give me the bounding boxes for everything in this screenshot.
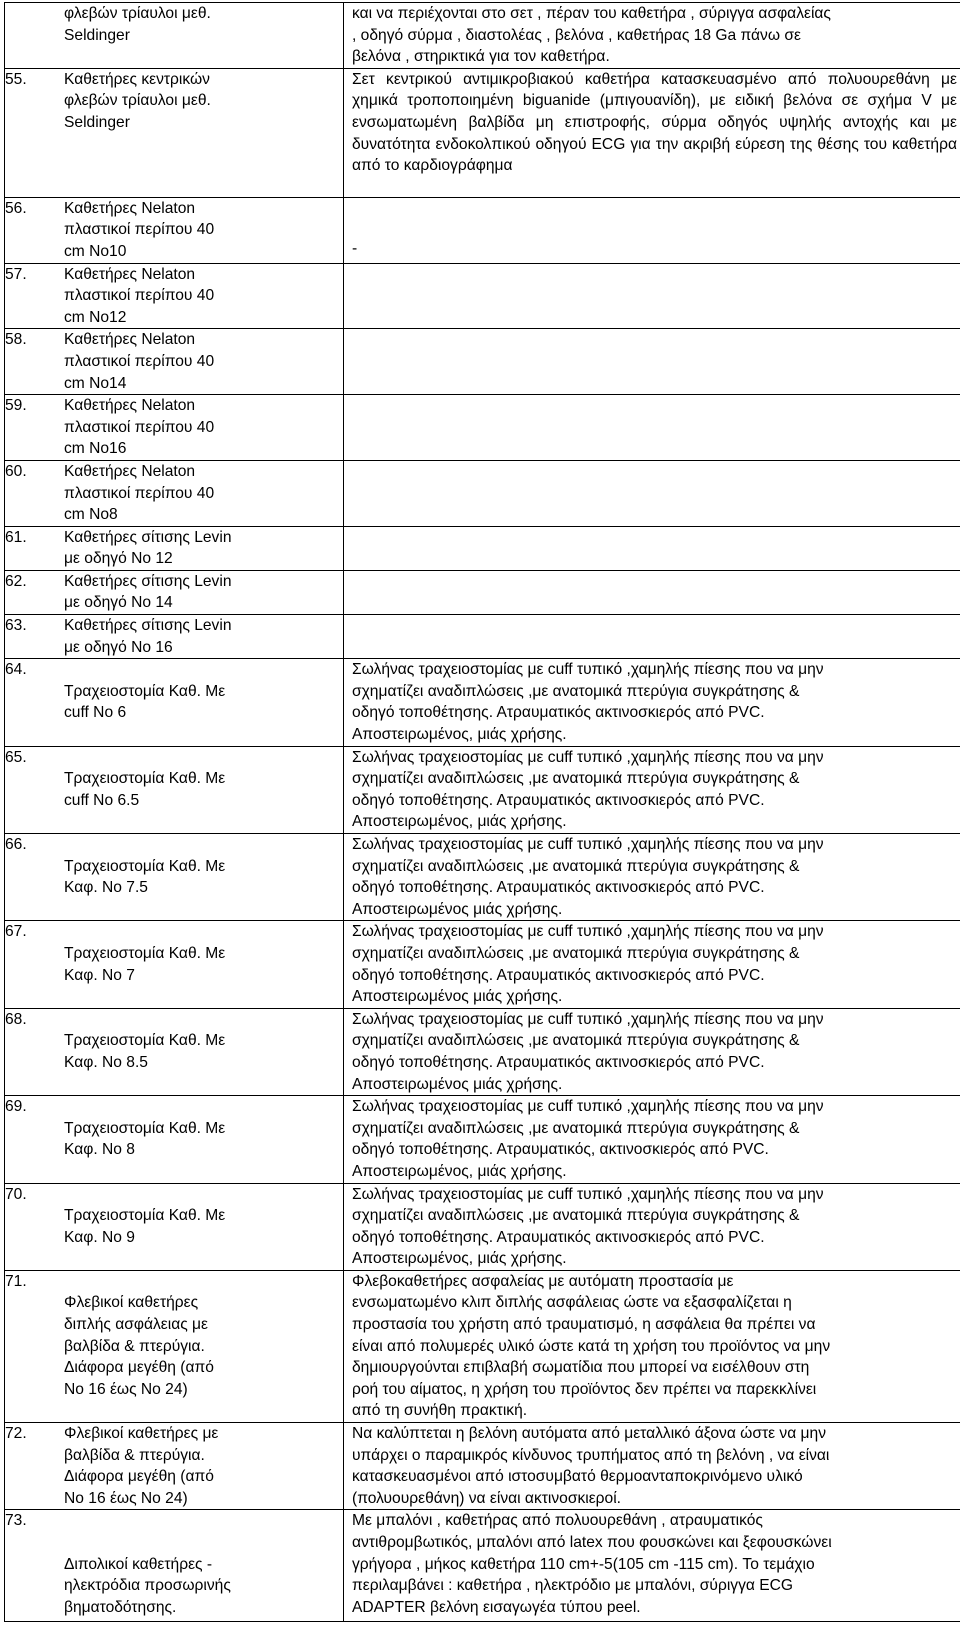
table-row — [5, 3, 960, 69]
item-description: Σετ κεντρικού αντιμικροβιακού καθετήρα κατασκευασμένο από πολυουρεθάνη με χημικά τροποποιημένη biguanide (μπιγουανίδη), με ειδική βελόνα σε σχήμα V με ενσωματωμένη βαλβίδα μη επιστροφής, σύρμα οδηγός υψηλής αντοχής και με δυνατότητα ενδοκολπικού οδηγού ECG για την ακριβή εύρεση της θέσης του καθετήρα από το καρδιογράφημα — [352, 70, 957, 175]
item-cell — [5, 3, 344, 69]
item-cell — [5, 1423, 344, 1510]
table-row — [5, 329, 960, 395]
description-cell — [344, 1183, 960, 1270]
description-cell — [344, 1008, 960, 1095]
table-row — [5, 395, 960, 461]
table-row — [5, 1423, 960, 1510]
item-cell — [5, 1270, 344, 1422]
item-name: Καθετήρες σίτισης Levin με οδηγό Νο 16 — [64, 617, 232, 656]
item-name: Τραχειοστομία Καθ. Με Καφ. Νο 9 — [64, 1207, 226, 1246]
table-row — [5, 921, 960, 1008]
item-name: φλεβών τρίαυλοι μεθ. Seldinger — [64, 5, 211, 44]
item-name: Καθετήρες κεντρικών φλεβών τρίαυλοι μεθ. Seldinger — [64, 70, 211, 131]
item-name: Καθετήρες Nelaton πλαστικοί περίπου 40 cm Νο14 — [64, 331, 215, 392]
item-cell — [5, 659, 344, 746]
item-cell — [5, 329, 344, 395]
item-number: 71. — [5, 1272, 27, 1290]
item-cell — [5, 395, 344, 461]
table-row — [5, 68, 960, 197]
description-cell — [344, 1270, 960, 1422]
description-cell — [344, 1510, 960, 1622]
item-description: Σωλήνας τραχειοστομίας με cuff τυπικό ,χαμηλής πίεσης που να μην σχηματίζει αναδιπλώσεις ,με ανατομικά πτερύγια συγκράτησης & οδηγό τοποθέτησης. Ατραυματικός, ακτινοσκιερός από PVC. Αποστειρωμένος, μιάς χρήσης. — [352, 1098, 824, 1180]
item-name: Καθετήρες Nelaton πλαστικοί περίπου 40 cm Νο10 — [64, 199, 215, 260]
item-name: Φλεβικοί καθετήρες διπλής ασφάλειας με βαλβίδα & πτερύγια. Διάφορα μεγέθη (από Νο 16 έως Νο 24) — [64, 1294, 214, 1398]
item-description: και να περιέχονται στο σετ , πέραν του καθετήρα , σύριγγα ασφαλείας , οδηγό σύρμα , διαστολέας , βελόνα , καθετήρας 18 Ga πάνω σε βελόνα , στηρικτικά για τον καθετήρα. — [352, 5, 831, 66]
description-cell — [344, 615, 960, 659]
description-cell — [344, 3, 960, 69]
item-name: Καθετήρες σίτισης Levin με οδηγό Νο 12 — [64, 528, 232, 568]
item-name: Τραχειοστομία Καθ. Με cuff Νο 6 — [64, 682, 226, 722]
description-cell — [344, 570, 960, 614]
item-cell — [5, 746, 344, 833]
table-row — [5, 1183, 960, 1270]
table-row — [5, 570, 960, 614]
item-name: Τραχειοστομία Καθ. Με Καφ. Νο 7 — [64, 944, 226, 984]
item-number: 60. — [5, 462, 27, 480]
item-description: Με μπαλόνι , καθετήρας από πολυουρεθάνη , ατραυματικός αντιθρομβωτικός, μπαλόνι από latex που φουσκώνει και ξεφουσκώνει γρήγορα , μήκος καθετήρα 110 cm+-5(105 cm -115 cm). Το τεμάχιο περιλαμβάνει : καθετήρα , ηλεκτρόδιο με μπαλόνι, σύριγγα ECG ADAPTER βελόνη εισαγωγέα τύπου peel. — [352, 1512, 832, 1616]
item-name: Καθετήρες Nelaton πλαστικοί περίπου 40 cm Νο8 — [64, 462, 215, 524]
description-cell — [344, 263, 960, 329]
item-description: Σωλήνας τραχειοστομίας με cuff τυπικό ,χαμηλής πίεσης που να μην σχηματίζει αναδιπλώσεις ,με ανατομικά πτερύγια συγκράτησης & οδηγό τοποθέτησης. Ατραυματικός ακτινοσκιερός από PVC. Αποστειρωμένος μιάς χρήσης. — [352, 1010, 824, 1093]
item-cell — [5, 1510, 344, 1622]
item-cell — [5, 1096, 344, 1183]
item-name: Διπολικοί καθετήρες - ηλεκτρόδια προσωρινής βηματοδότησης. — [64, 1555, 231, 1616]
item-name: Φλεβικοί καθετήρες με βαλβίδα & πτερύγια. Διάφορα μεγέθη (από Νο 16 έως Νο 24) — [64, 1425, 219, 1507]
description-cell — [344, 659, 960, 746]
item-number: 64. — [5, 661, 27, 679]
item-number: 66. — [5, 836, 27, 853]
table-row — [5, 1270, 960, 1422]
item-number: 57. — [5, 265, 27, 283]
description-cell — [344, 746, 960, 833]
item-number: 67. — [5, 923, 27, 941]
item-description: Σωλήνας τραχειοστομίας με cuff τυπικό ,χαμηλής πίεσης που να μην σχηματίζει αναδιπλώσεις ,με ανατομικά πτερύγια συγκράτησης & οδηγό τοποθέτησης. Ατραυματικός ακτινοσκιερός από PVC. Αποστειρωμένος μιάς χρήσης. — [352, 836, 824, 918]
item-cell — [5, 1008, 344, 1095]
item-cell — [5, 1183, 344, 1270]
item-name: Τραχειοστομία Καθ. Με Καφ. Νο 7.5 — [64, 857, 226, 897]
item-description: Να καλύπτεται η βελόνη αυτόματα από μεταλλικό άξονα ώστε να μην υπάρχει ο παραμικρός κίνδυνος τρυπήματος από τη βελόνη , να είναι κατασκευασμένοι από ιστοσυμβατό θερμοανταποκρινόμενο υλικό (πολυουρεθάνη) να είναι ακτινοσκιεροί. — [352, 1425, 830, 1507]
table-body — [5, 3, 960, 1622]
description-cell — [344, 395, 960, 461]
table-row — [5, 1008, 960, 1095]
item-cell — [5, 615, 344, 659]
item-number: 62. — [5, 572, 27, 590]
item-cell — [5, 921, 344, 1008]
item-number — [5, 3, 49, 46]
item-number: 59. — [5, 397, 27, 415]
item-name: Καθετήρες Nelaton πλαστικοί περίπου 40 cm Νο12 — [64, 265, 215, 326]
item-number: 68. — [5, 1010, 27, 1028]
item-number: 63. — [5, 617, 27, 635]
item-number: 58. — [5, 331, 27, 349]
table-row — [5, 1510, 960, 1622]
table-row — [5, 834, 960, 921]
table-row — [5, 746, 960, 833]
description-cell — [344, 197, 960, 263]
item-number: 69. — [5, 1098, 27, 1116]
table-row — [5, 263, 960, 329]
table-row — [5, 526, 960, 570]
item-description: Φλεβοκαθετήρες ασφαλείας με αυτόματη προστασία με ενσωματωμένο κλιπ διπλής ασφάλειας ώστε να εξασφαλίζεται η προστασία του χρήστη από τραυματισμό, η ασφάλεια θα πρέπει να είναι από πολυμερές υλικό ώστε κατά τη χρήση του προϊόντος να μην δημιουργούνται επιβλαβή σωματίδια που μπορεί να εισέλθουν στη ροή του αίματος, η χρήση του προϊόντος δεν πρέπει να παρεκκλίνει από τη συνήθη πρακτική. — [352, 1272, 831, 1420]
item-cell — [5, 460, 344, 526]
item-number: 72. — [5, 1425, 27, 1443]
item-description: Σωλήνας τραχειοστομίας με cuff τυπικό ,χαμηλής πίεσης που να μην σχηματίζει αναδιπλώσεις ,με ανατομικά πτερύγια συγκράτησης & οδηγό τοποθέτησης. Ατραυματικός ακτινοσκιερός από PVC. Αποστειρωμένος μιάς χρήσης. — [352, 923, 824, 1006]
table-row — [5, 460, 960, 526]
item-name: Τραχειοστομία Καθ. Με Καφ. Νο 8 — [64, 1119, 226, 1159]
description-cell — [344, 526, 960, 570]
item-number: 61. — [5, 528, 27, 546]
item-description: Σωλήνας τραχειοστομίας με cuff τυπικό ,χαμηλής πίεσης που να μην σχηματίζει αναδιπλώσεις ,με ανατομικά πτερύγια συγκράτησης & οδηγό τοποθέτησης. Ατραυματικός ακτινοσκιερός από PVC. Αποστειρωμένος, μιάς χρήσης. — [352, 1185, 824, 1268]
table-row — [5, 197, 960, 263]
item-cell — [5, 570, 344, 614]
item-name: Τραχειοστομία Καθ. Με cuff Νο 6.5 — [64, 770, 226, 809]
item-description: - — [352, 239, 358, 257]
description-cell — [344, 329, 960, 395]
item-name: Τραχειοστομία Καθ. Με Καφ. Νο 8.5 — [64, 1032, 226, 1071]
table-row — [5, 1096, 960, 1183]
item-cell — [5, 197, 344, 263]
item-cell — [5, 263, 344, 329]
description-cell — [344, 921, 960, 1008]
item-name: Καθετήρες Nelaton πλαστικοί περίπου 40 cm Νο16 — [64, 397, 215, 458]
item-number: 70. — [5, 1185, 27, 1203]
description-cell — [344, 1423, 960, 1510]
item-number: 55. — [5, 70, 27, 88]
item-cell — [5, 834, 344, 921]
item-number: 65. — [5, 748, 27, 766]
item-cell — [5, 68, 344, 197]
item-number: 56. — [5, 199, 27, 217]
item-description: Σωλήνας τραχειοστομίας με cuff τυπικό ,χαμηλής πίεσης που να μην σχηματίζει αναδιπλώσεις ,με ανατομικά πτερύγια συγκράτησης & οδηγό τοποθέτησης. Ατραυματικός ακτινοσκιερός από PVC. Αποστειρωμένος, μιάς χρήσης. — [352, 748, 824, 831]
item-name: Καθετήρες σίτισης Levin με οδηγό Νο 14 — [64, 572, 232, 612]
table-row — [5, 659, 960, 746]
item-description: Σωλήνας τραχειοστομίας με cuff τυπικό ,χαμηλής πίεσης που να μην σχηματίζει αναδιπλώσεις ,με ανατομικά πτερύγια συγκράτησης & οδηγό τοποθέτησης. Ατραυματικός ακτινοσκιερός από PVC. Αποστειρωμένος, μιάς χρήσης. — [352, 661, 824, 744]
item-number: 73. — [5, 1512, 27, 1530]
table-row — [5, 615, 960, 659]
description-cell — [344, 1096, 960, 1183]
item-cell — [5, 526, 344, 570]
description-cell — [344, 460, 960, 526]
description-cell — [344, 834, 960, 921]
specifications-table — [4, 2, 960, 1622]
description-cell — [344, 68, 960, 197]
